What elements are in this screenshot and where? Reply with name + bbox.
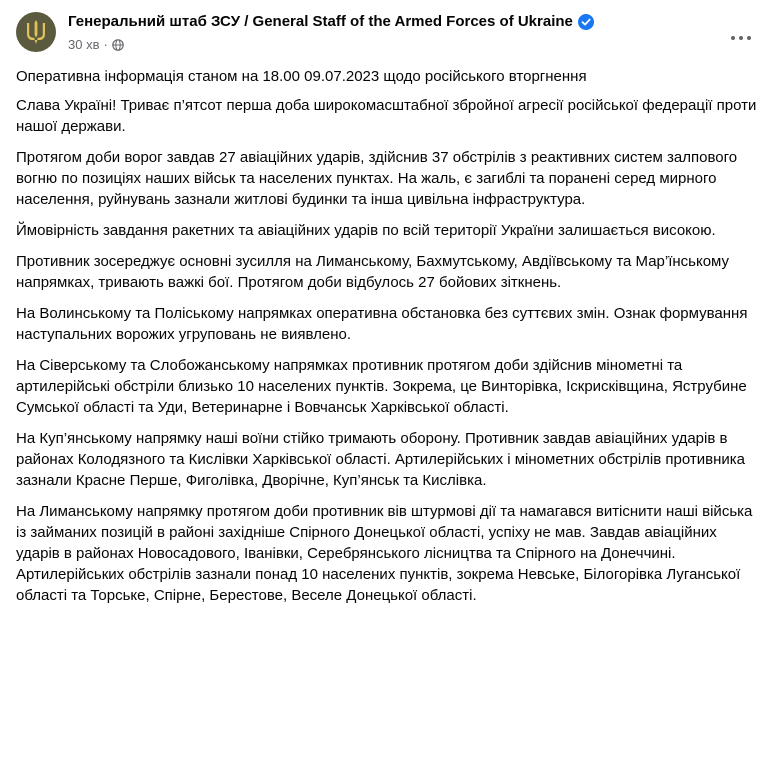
- post-paragraph: На Лиманському напрямку протягом доби противник вів штурмові дії та намагався витіснити наші війська із займаних позицій в районі західніше Спірного Донецької області, успіху не мав. Завдав авіаційних ударів в районах Новосадового, Іванівки, Серебрянського лісництва та Спірного на Донеччині. Артилерійських обстрілів зазнали понад 10 населених пунктів, зокрема Невське, Білогорівка Луганської області та Торське, Спірне, Берестове, Веселе Донецької області.: [16, 503, 753, 604]
- verified-badge-icon: [578, 14, 594, 30]
- meta-separator: ·: [103, 37, 108, 52]
- author-line: [68, 12, 594, 32]
- post-paragraph: На Волинському та Поліському напрямках оперативна обстановка без суттєвих змін. Ознак формування наступальних ворожих угруповань не виявлено.: [16, 305, 748, 343]
- post-body: [16, 66, 762, 616]
- post-meta: [68, 37, 124, 53]
- more-dot: [747, 36, 751, 40]
- post-paragraph: На Куп’янському напрямку наші воїни стійко тримають оборону. Противник завдав авіаційних ударів в районах Колодязного та Кислівки Харківської області. Артилерійських і мінометних обстрілів противника зазнали Красне Перше, Фиголівка, Дворічне, Куп’янськ та Кислівка.: [16, 430, 745, 489]
- more-dot: [739, 36, 743, 40]
- post-paragraph: Протягом доби ворог завдав 27 авіаційних ударів, здійснив 37 обстрілів з реактивних систем залпового вогню по позиціях наших військ та населених пунктах. На жаль, є загиблі та поранені серед мирного населення, руйнувань зазнали житлові будинки та інша цивільна інфраструктура.: [16, 149, 738, 208]
- page-avatar[interactable]: [16, 12, 56, 52]
- post-paragraph: На Сіверському та Слобожанському напрямках противник протягом доби здійснив мінометні та артилерійські обстріли близько 10 населених пунктів. Зокрема, це Винторівка, Іскрисківщина, Яструбине Сумської області та Уди, Ветеринарне і Вовчанськ Харківської області.: [16, 357, 747, 416]
- page-name-link[interactable]: Генеральний штаб ЗСУ / General Staff of the Armed Forces of Ukraine: [68, 13, 573, 30]
- post-paragraph: Противник зосереджує основні зусилля на Лиманському, Бахмутському, Авдіївському та Мар’їнському напрямках, тривають важкі бої. Протягом доби відбулось 27 бойових зіткнень.: [16, 253, 730, 291]
- post-header: [0, 0, 775, 64]
- globe-icon[interactable]: [112, 39, 124, 51]
- more-options-button[interactable]: [723, 20, 759, 56]
- post-paragraph: Ймовірність завдання ракетних та авіаційних ударів по всій території України залишається високою.: [16, 222, 716, 239]
- post-paragraph: Слава Україні! Триває п’ятсот перша доба широкомасштабної збройної агресії російської федерації проти нашої держави.: [16, 97, 757, 135]
- more-horizontal-icon: [731, 36, 735, 40]
- trident-emblem-icon: [24, 19, 48, 45]
- post-timestamp[interactable]: 30 хв: [68, 37, 100, 52]
- post-title: Оперативна інформація станом на 18.00 09.07.2023 щодо російського вторгнення: [16, 68, 587, 85]
